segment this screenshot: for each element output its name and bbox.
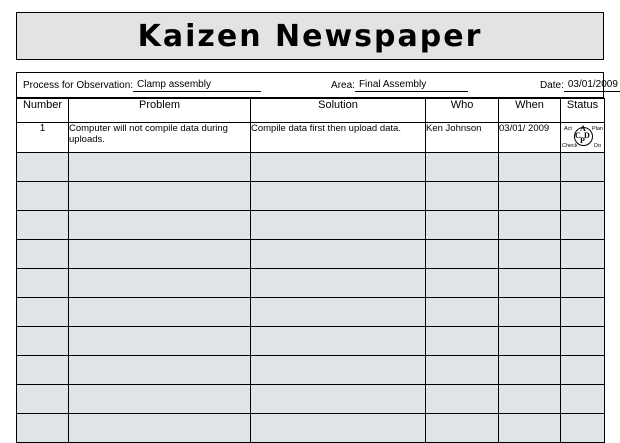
cell-when[interactable]	[499, 356, 561, 385]
cell-number	[17, 240, 69, 269]
cell-who[interactable]	[426, 153, 499, 182]
cell-when[interactable]: 03/01/ 2009	[499, 123, 561, 153]
page-title: Kaizen Newspaper	[137, 18, 483, 54]
cell-who[interactable]: Ken Johnson	[426, 123, 499, 153]
cell-solution[interactable]: Compile data first then upload data.	[251, 123, 426, 153]
cell-solution[interactable]	[251, 385, 426, 414]
cell-number	[17, 356, 69, 385]
cell-number: 1	[17, 123, 69, 153]
cell-who[interactable]	[426, 414, 499, 443]
cell-problem[interactable]: Computer will not compile data during uploads.	[69, 123, 251, 153]
cell-solution[interactable]	[251, 356, 426, 385]
pdca-plan-label: Plan	[591, 126, 603, 132]
process-label: Process for Observation:	[23, 79, 134, 91]
cell-when[interactable]	[499, 240, 561, 269]
cell-when[interactable]	[499, 211, 561, 240]
table-row[interactable]	[17, 211, 605, 240]
cell-number	[17, 414, 69, 443]
date-value[interactable]: 03/01/2009	[564, 79, 620, 92]
cell-problem[interactable]	[69, 182, 251, 211]
pdca-check-label: Check	[562, 143, 578, 149]
cell-problem[interactable]	[69, 240, 251, 269]
cell-solution[interactable]	[251, 153, 426, 182]
cell-status[interactable]	[561, 356, 605, 385]
table-header	[17, 99, 605, 123]
area-value[interactable]: Final Assembly	[355, 79, 468, 92]
cell-when[interactable]	[499, 327, 561, 356]
cell-status[interactable]	[561, 182, 605, 211]
cell-solution[interactable]	[251, 298, 426, 327]
date-field-group	[540, 79, 620, 92]
cell-problem[interactable]	[69, 414, 251, 443]
cell-status[interactable]	[561, 298, 605, 327]
kaizen-table-wrapper	[16, 98, 604, 443]
cell-who[interactable]	[426, 240, 499, 269]
table-row[interactable]	[17, 240, 605, 269]
cell-status[interactable]	[561, 211, 605, 240]
cell-problem[interactable]	[69, 269, 251, 298]
table-row[interactable]	[17, 123, 605, 153]
cell-problem[interactable]	[69, 356, 251, 385]
title-banner	[16, 12, 604, 60]
cell-status[interactable]	[561, 414, 605, 443]
pdca-letter-c: C	[575, 131, 581, 140]
cell-status[interactable]	[561, 240, 605, 269]
cell-problem[interactable]	[69, 327, 251, 356]
table-row[interactable]	[17, 327, 605, 356]
cell-who[interactable]	[426, 269, 499, 298]
cell-number	[17, 385, 69, 414]
cell-who[interactable]	[426, 327, 499, 356]
cell-status[interactable]	[561, 327, 605, 356]
table-body	[17, 123, 605, 443]
pdca-do-label: Do	[593, 143, 601, 149]
area-label: Area:	[331, 79, 355, 91]
pdca-letter-p: P	[580, 136, 585, 145]
column-header-problem: Problem	[69, 99, 251, 123]
cell-solution[interactable]	[251, 327, 426, 356]
table-row[interactable]	[17, 414, 605, 443]
cell-number	[17, 269, 69, 298]
table-row[interactable]	[17, 182, 605, 211]
kaizen-table	[16, 98, 605, 443]
cell-problem[interactable]	[69, 385, 251, 414]
cell-status[interactable]	[561, 269, 605, 298]
cell-solution[interactable]	[251, 240, 426, 269]
cell-who[interactable]	[426, 298, 499, 327]
process-field-group	[23, 79, 261, 92]
cell-solution[interactable]	[251, 269, 426, 298]
pdca-status-icon[interactable]	[561, 123, 605, 152]
cell-problem[interactable]	[69, 211, 251, 240]
cell-who[interactable]	[426, 182, 499, 211]
area-field-group	[331, 79, 468, 92]
date-label: Date:	[539, 79, 564, 91]
column-header-who: Who	[426, 99, 499, 123]
pdca-letter-a: A	[580, 124, 586, 133]
column-header-status: Status	[561, 99, 605, 123]
cell-number	[17, 211, 69, 240]
table-row[interactable]	[17, 385, 605, 414]
cell-number	[17, 153, 69, 182]
cell-solution[interactable]	[251, 211, 426, 240]
process-value[interactable]: Clamp assembly	[133, 79, 261, 92]
column-header-solution: Solution	[251, 99, 426, 123]
cell-when[interactable]	[499, 298, 561, 327]
cell-who[interactable]	[426, 385, 499, 414]
column-header-when: When	[499, 99, 561, 123]
info-bar	[16, 72, 618, 98]
cell-when[interactable]	[499, 414, 561, 443]
cell-when[interactable]	[499, 385, 561, 414]
table-row[interactable]	[17, 153, 605, 182]
cell-who[interactable]	[426, 356, 499, 385]
cell-status[interactable]	[561, 385, 605, 414]
cell-when[interactable]	[499, 269, 561, 298]
cell-status[interactable]	[561, 153, 605, 182]
cell-when[interactable]	[499, 153, 561, 182]
cell-number	[17, 327, 69, 356]
pdca-letter-d: D	[584, 131, 590, 140]
table-header-row	[17, 99, 605, 123]
cell-number	[17, 182, 69, 211]
cell-who[interactable]	[426, 211, 499, 240]
pdca-act-label: Act	[564, 126, 572, 132]
cell-number	[17, 298, 69, 327]
cell-problem[interactable]	[69, 298, 251, 327]
table-row[interactable]	[17, 356, 605, 385]
cell-solution[interactable]	[251, 414, 426, 443]
table-row[interactable]	[17, 298, 605, 327]
pdca-letters	[574, 124, 593, 146]
cell-solution[interactable]	[251, 182, 426, 211]
cell-status[interactable]	[561, 123, 605, 153]
table-row[interactable]	[17, 269, 605, 298]
cell-when[interactable]	[499, 182, 561, 211]
cell-problem[interactable]	[69, 153, 251, 182]
column-header-number: Number	[17, 99, 69, 123]
